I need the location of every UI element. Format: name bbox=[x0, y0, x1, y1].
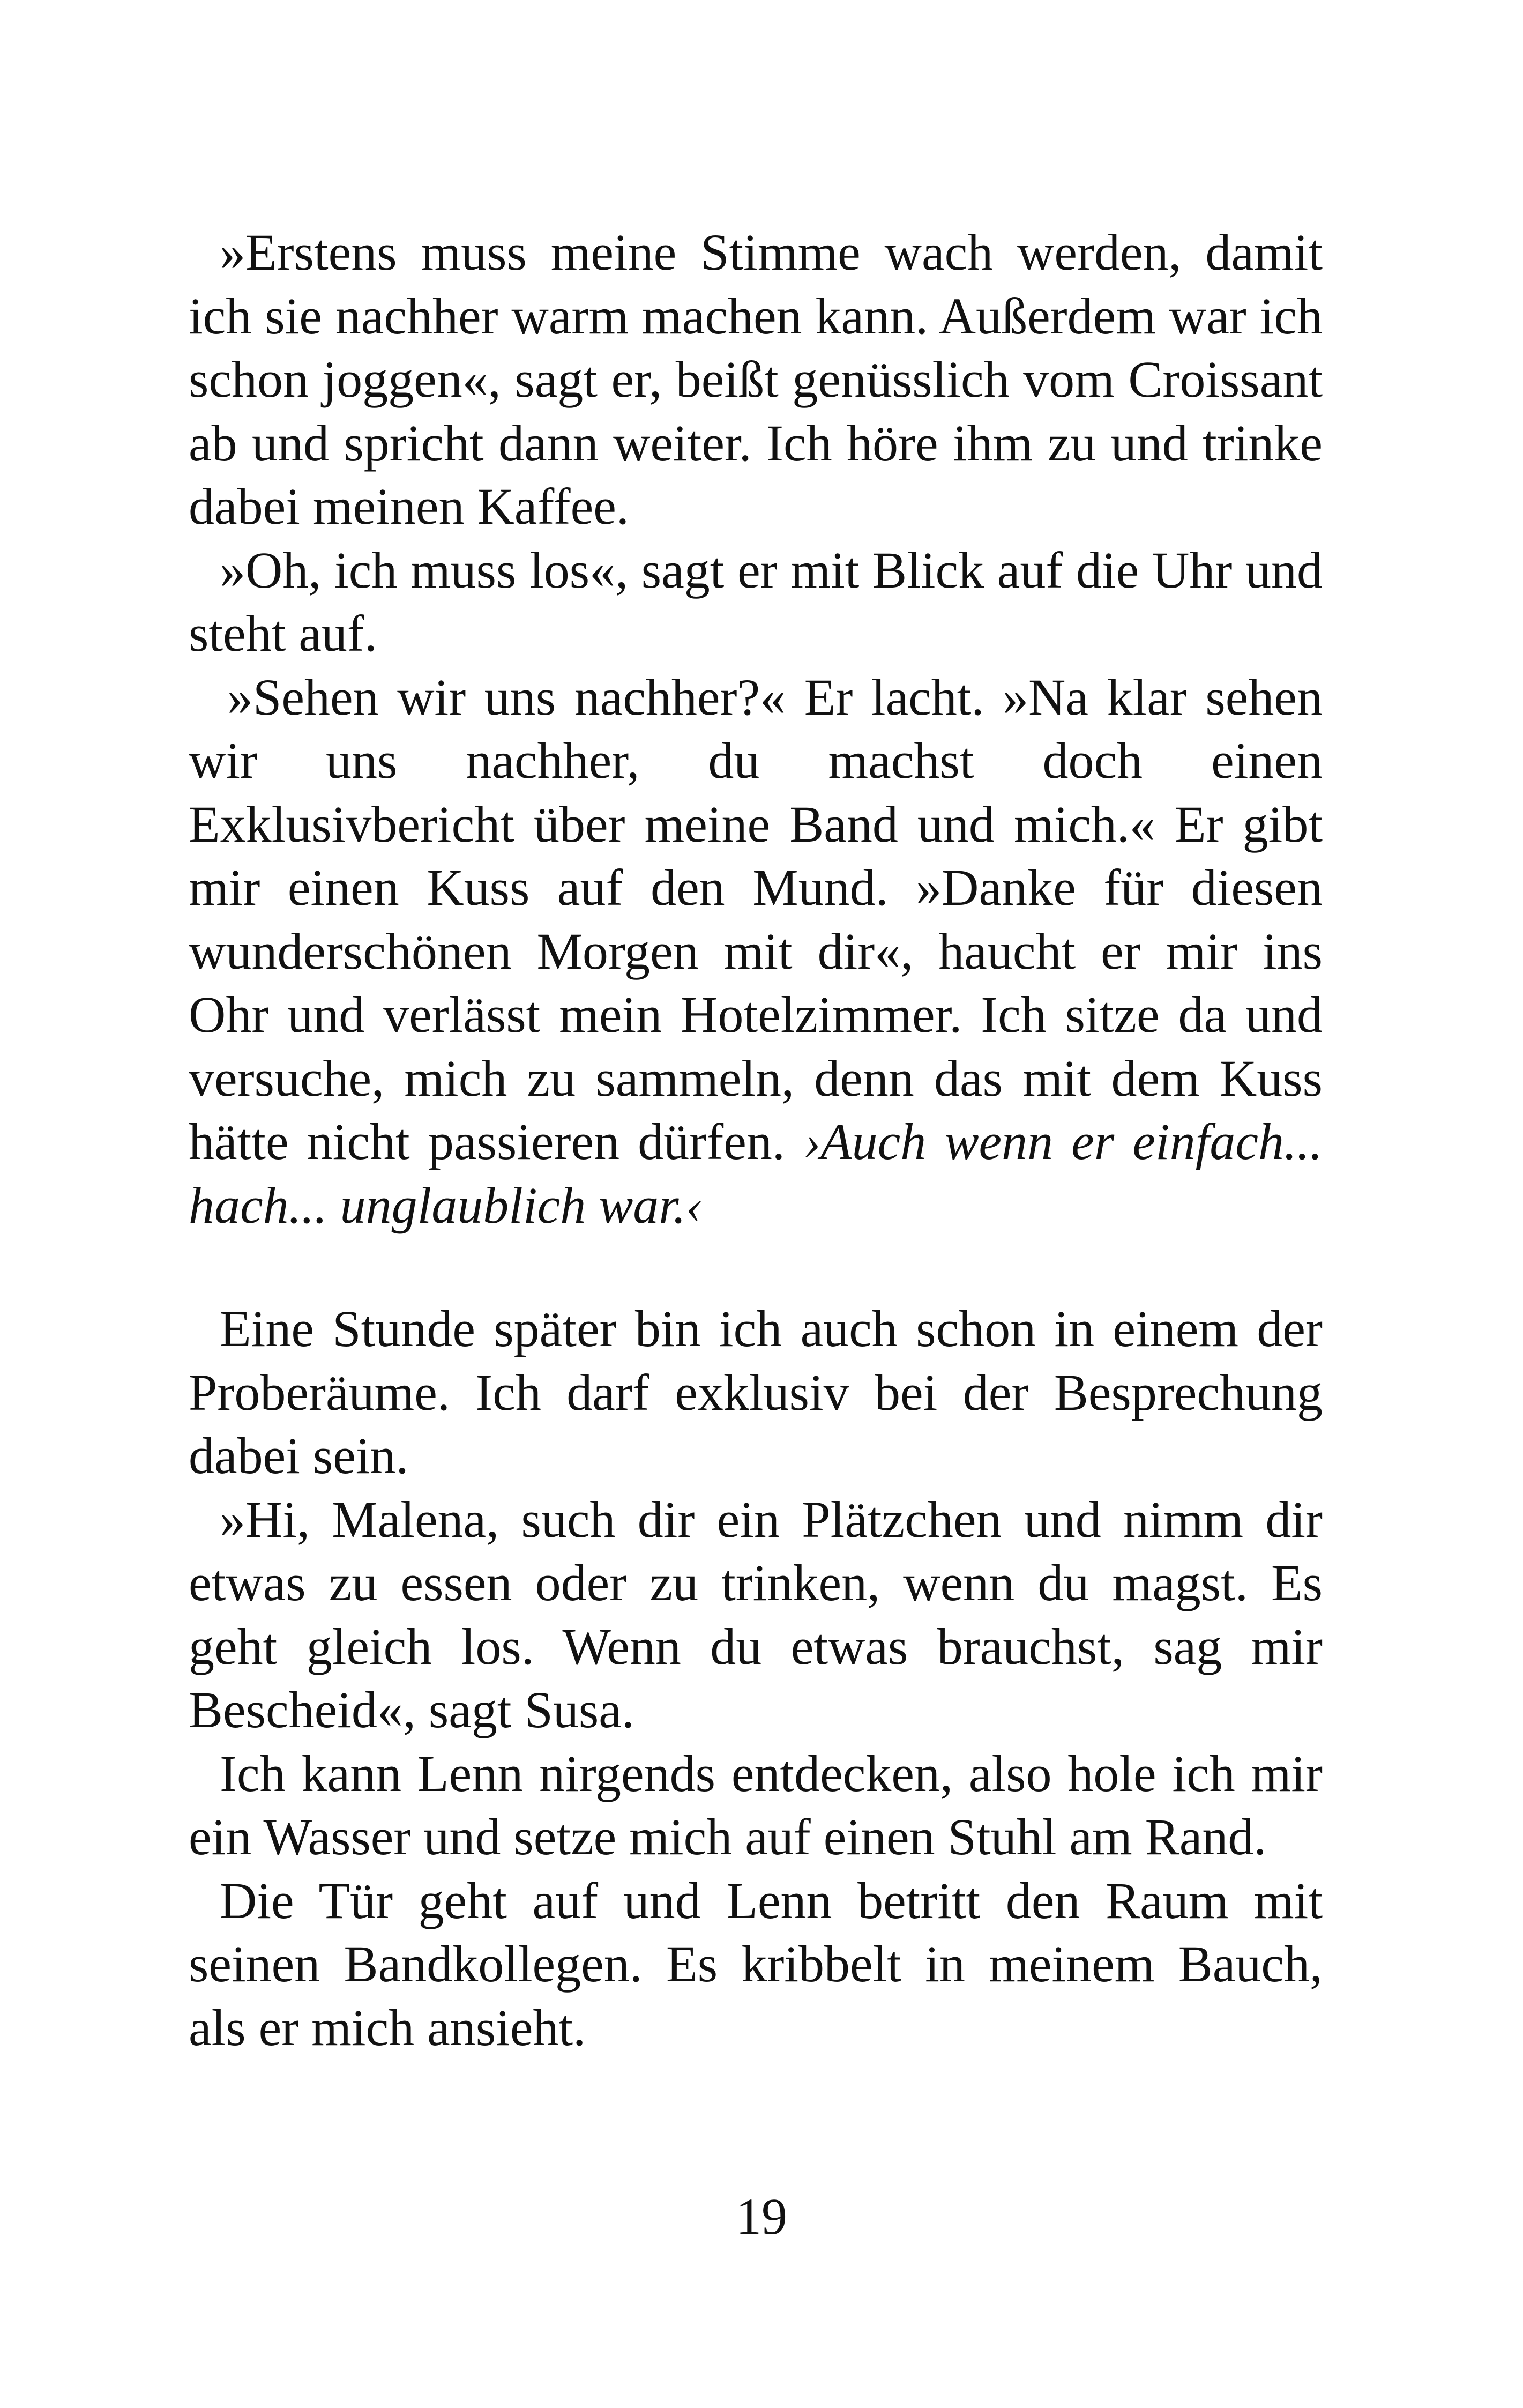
paragraph: »Oh, ich muss los«, sagt er mit Blick auf die Uhr und steht auf. bbox=[189, 541, 1323, 662]
text-section-1 bbox=[189, 221, 1323, 1237]
text-section-2 bbox=[189, 1297, 1323, 2060]
page-number: 19 bbox=[736, 2188, 787, 2245]
paragraph: Ich kann Lenn nirgends entdecken, also hole ich mir ein Wasser und setze mich auf einen Stuhl am Rand. bbox=[189, 1744, 1323, 1866]
paragraph-text: »Sehen wir uns nachher?« Er lacht. »Na klar sehen wir uns nachher, du machst doch einen Exklusivbericht über meine Band und mich.« Er gibt mir einen Kuss auf den Mund. »Danke für diesen wunderschönen Morgen mit dir«, haucht er mir ins Ohr und verlässt mein Hotelzimmer. Ich sitze da und versuche, mich zu sammeln, denn das mit dem Kuss hätte nicht passieren dürfen. bbox=[189, 668, 1323, 1170]
paragraph: »Erstens muss meine Stimme wach werden, damit ich sie nachher warm machen kann. Außerdem war ich schon joggen«, sagt er, beißt genüsslich vom Croissant ab und spricht dann weiter. Ich höre ihm zu und trinke dabei meinen Kaffee. bbox=[189, 224, 1323, 535]
paragraph: Die Tür geht auf und Lenn betritt den Raum mit seinen Bandkollegen. Es kribbelt in meinem Bauch, als er mich ansieht. bbox=[189, 1871, 1323, 2056]
paragraph bbox=[189, 666, 1323, 1238]
paragraph: »Hi, Malena, such dir ein Plätzchen und nimm dir etwas zu essen oder zu trinken, wenn du magst. Es geht gleich los. Wenn du etwas brauchst, sag mir Bescheid«, sagt Susa. bbox=[189, 1490, 1323, 1738]
inner-thought: ›Auch wenn er einfach... hach... unglaublich war.‹ bbox=[189, 1113, 1323, 1234]
paragraph: Eine Stunde später bin ich auch schon in einem der Proberäume. Ich darf exklusiv bei der Besprechung dabei sein. bbox=[189, 1300, 1323, 1484]
